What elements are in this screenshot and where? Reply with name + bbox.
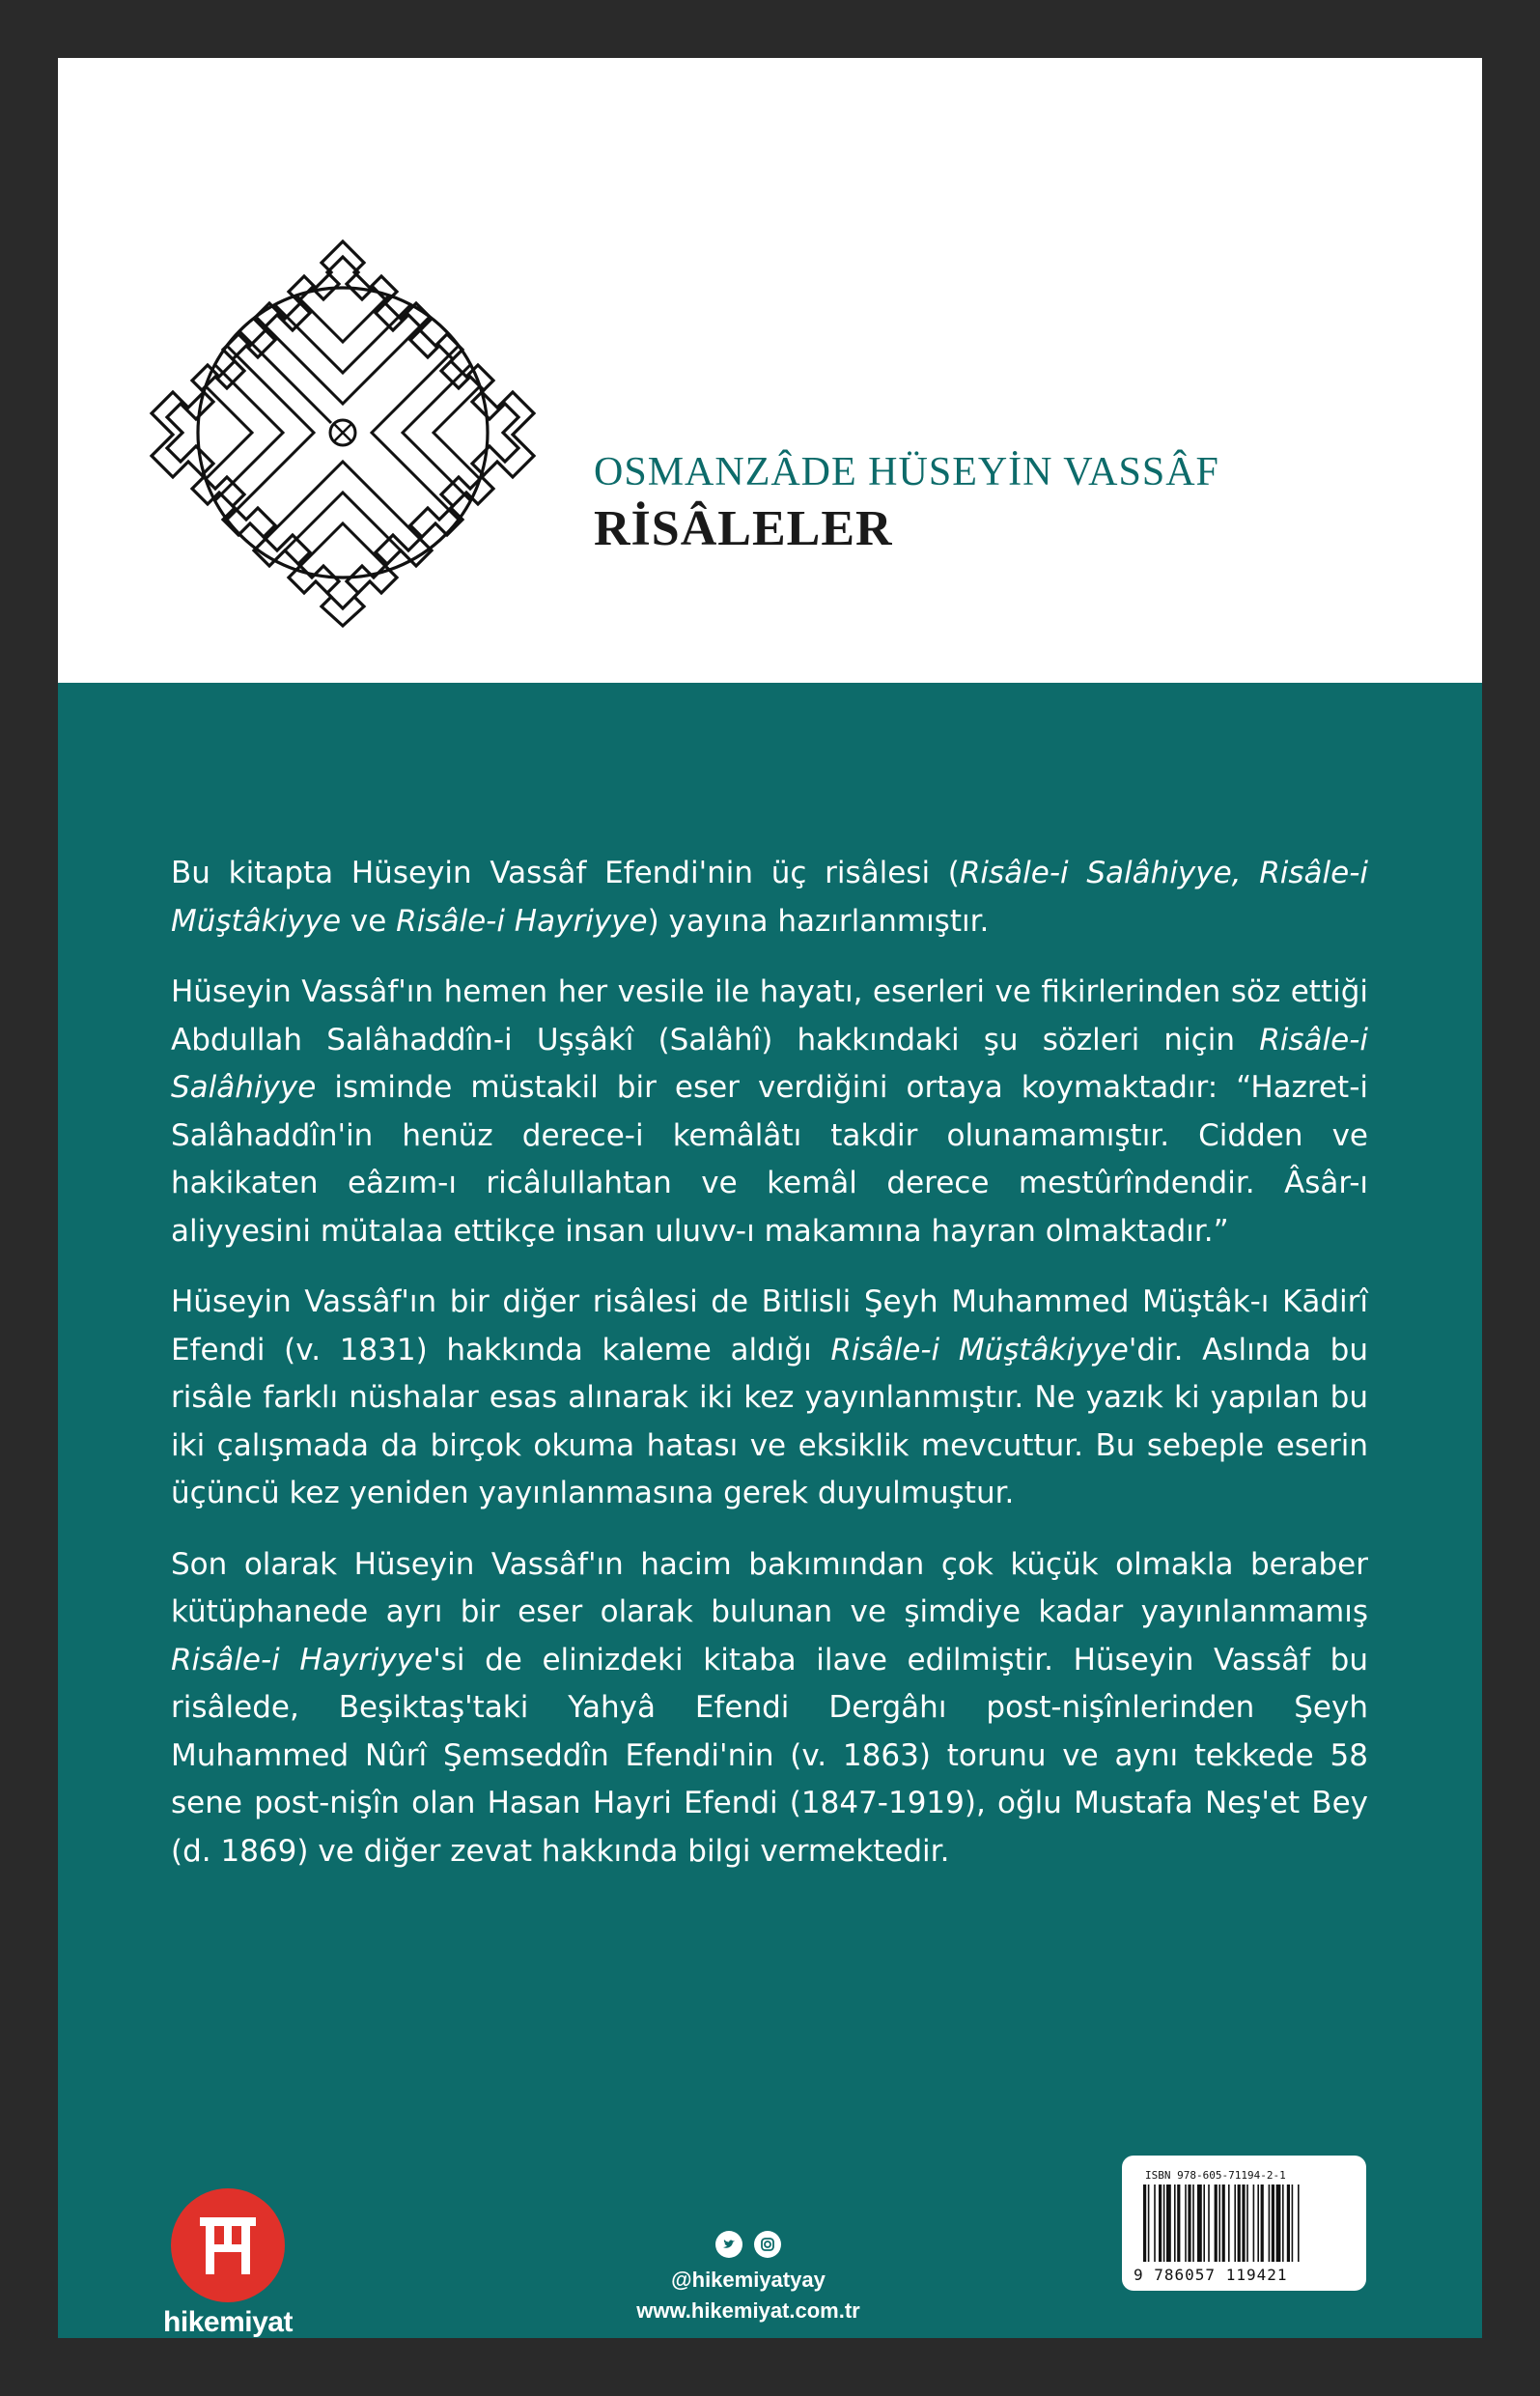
twitter-icon[interactable] [715,2231,742,2258]
barcode-bar [1292,2185,1294,2262]
italic-title: Risâle-i Salâhiyye, Risâle-i Müştâkiyye [171,856,1368,939]
geometric-emblem-icon [140,230,546,635]
barcode-bar [1143,2185,1146,2262]
header-panel [58,58,1482,683]
barcode-bar [1203,2185,1205,2262]
barcode-bar [1215,2185,1218,2262]
barcode-bar [1276,2185,1281,2262]
barcode-bar [1298,2185,1300,2262]
barcode-bar [1257,2185,1259,2262]
barcode-bar [1261,2185,1264,2262]
website-link[interactable]: www.hikemiyat.com.tr [636,2298,860,2323]
barcode-bar [1269,2185,1271,2262]
italic-title: Risâle-i Hayriyye [396,903,648,939]
text-run: ve [341,903,397,939]
barcode-bar [1185,2185,1187,2262]
barcode-bar [1192,2185,1194,2262]
book-back-cover [58,58,1482,2338]
barcode-bar [1177,2185,1180,2262]
barcode-bar [1234,2185,1236,2262]
text-run: Hüseyin Vassâf'ın hemen her vesile ile hayatı, eserleri ve fikirlerinden söz ettiği Abdullah Salâhaddîn-i Uşşâkî (Salâhî) hakkındaki şu sözleri niçin [171,974,1368,1057]
barcode-bar [1148,2185,1150,2262]
barcode-bar [1166,2185,1171,2262]
text-run: isminde müstakil bir eser verdiğini ortaya koymaktadır: “Hazret-i Salâhaddîn'in henüz derece-i kemâlâtı takdir olunamamıştır. Cidden ve hakikaten eâzım-ı ricâlullahtan ve kemâl derece mestûrîndendir. Âsâr-ı aliyyesini mütalaa ettikçe insan uluvv-ı makamına hayran olmaktadır.” [171,1070,1368,1249]
barcode-bar [1238,2185,1241,2262]
text-run: Hüseyin Vassâf'ın bir diğer risâlesi de Bitlisli Şeyh Muhammed Müştâk-ı Kādirî Efendi (v. 1831) hakkında kaleme aldığı [171,1284,1368,1367]
isbn-barcode [1122,2156,1366,2291]
instagram-icon[interactable] [754,2231,781,2258]
social-links [599,2231,898,2324]
paragraph-2 [171,969,1368,1255]
barcode-bar [1228,2185,1230,2262]
publisher-name: hikemiyat [163,2306,293,2338]
paragraph-4 [171,1541,1368,1876]
barcode-bar [1197,2185,1202,2262]
text-run: ) yayına hazırlanmıştır. [647,903,990,939]
paragraph-1 [171,850,1368,945]
barcode-bar [1188,2185,1190,2262]
barcode-bars [1143,2185,1348,2266]
description-text [171,850,1368,1899]
barcode-bar [1218,2185,1220,2262]
isbn-label: ISBN 978-605-71194-2-1 [1145,2169,1286,2182]
paragraph-3 [171,1279,1368,1518]
barcode-bar [1253,2185,1255,2262]
italic-title: Risâle-i Salâhiyye [171,1022,1368,1105]
barcode-bar [1287,2185,1290,2262]
italic-title: Risâle-i Hayriyye [171,1642,434,1677]
barcode-bar [1163,2185,1165,2262]
barcode-bar [1154,2185,1156,2262]
text-run: 'dir. Aslında bu risâle farklı nüshalar esas alınarak iki kez yayınlanmıştır. Ne yazık ki yapılan bu iki çalışmada da birçok okuma hatası ve eksiklik mevcuttur. Bu sebeple eserin üçüncü kez yeniden yayınlanmasına gerek duyulmuştur. [171,1332,1368,1510]
book-title: RİSÂLELER [594,501,893,556]
barcode-digits: 9 786057 119421 [1134,2266,1288,2284]
barcode-bar [1242,2185,1245,2262]
italic-title: Risâle-i Müştâkiyye [830,1332,1129,1367]
barcode-bar [1174,2185,1176,2262]
barcode-bar [1208,2185,1210,2262]
barcode-bar [1159,2185,1162,2262]
barcode-bar [1272,2185,1274,2262]
barcode-bar [1282,2185,1284,2262]
text-run: 'si de elinizdeki kitaba ilave edilmiştir. Hüseyin Vassâf bu risâlede, Beşiktaş'taki Yahyâ Efendi Dergâhı post-nişînlerinden Şeyh Muhammed Nûrî Şemseddîn Efendi'nin (v. 1863) torunu ve aynı tekkede 58 sene post-nişîn olan Hasan Hayri Efendi (1847-1919), oğlu Mustafa Neş'et Bey (d. 1869) ve diğer zevat hakkında bilgi vermektedir. [171,1642,1368,1869]
author-name: OSMANZÂDE HÜSEYİN VASSÂF [594,450,1219,494]
social-handle[interactable]: @hikemiyatyay [671,2268,826,2292]
barcode-bar [1246,2185,1248,2262]
text-run: Bu kitapta Hüseyin Vassâf Efendi'nin üç risâlesi ( [171,856,960,890]
barcode-bar [1222,2185,1225,2262]
text-run: Son olarak Hüseyin Vassâf'ın hacim bakımından çok küçük olmakla beraber kütüphanede ayrı bir eser olarak bulunan ve şimdiye kadar yayınlanmamış [171,1546,1368,1629]
publisher-logo-icon [171,2188,285,2302]
